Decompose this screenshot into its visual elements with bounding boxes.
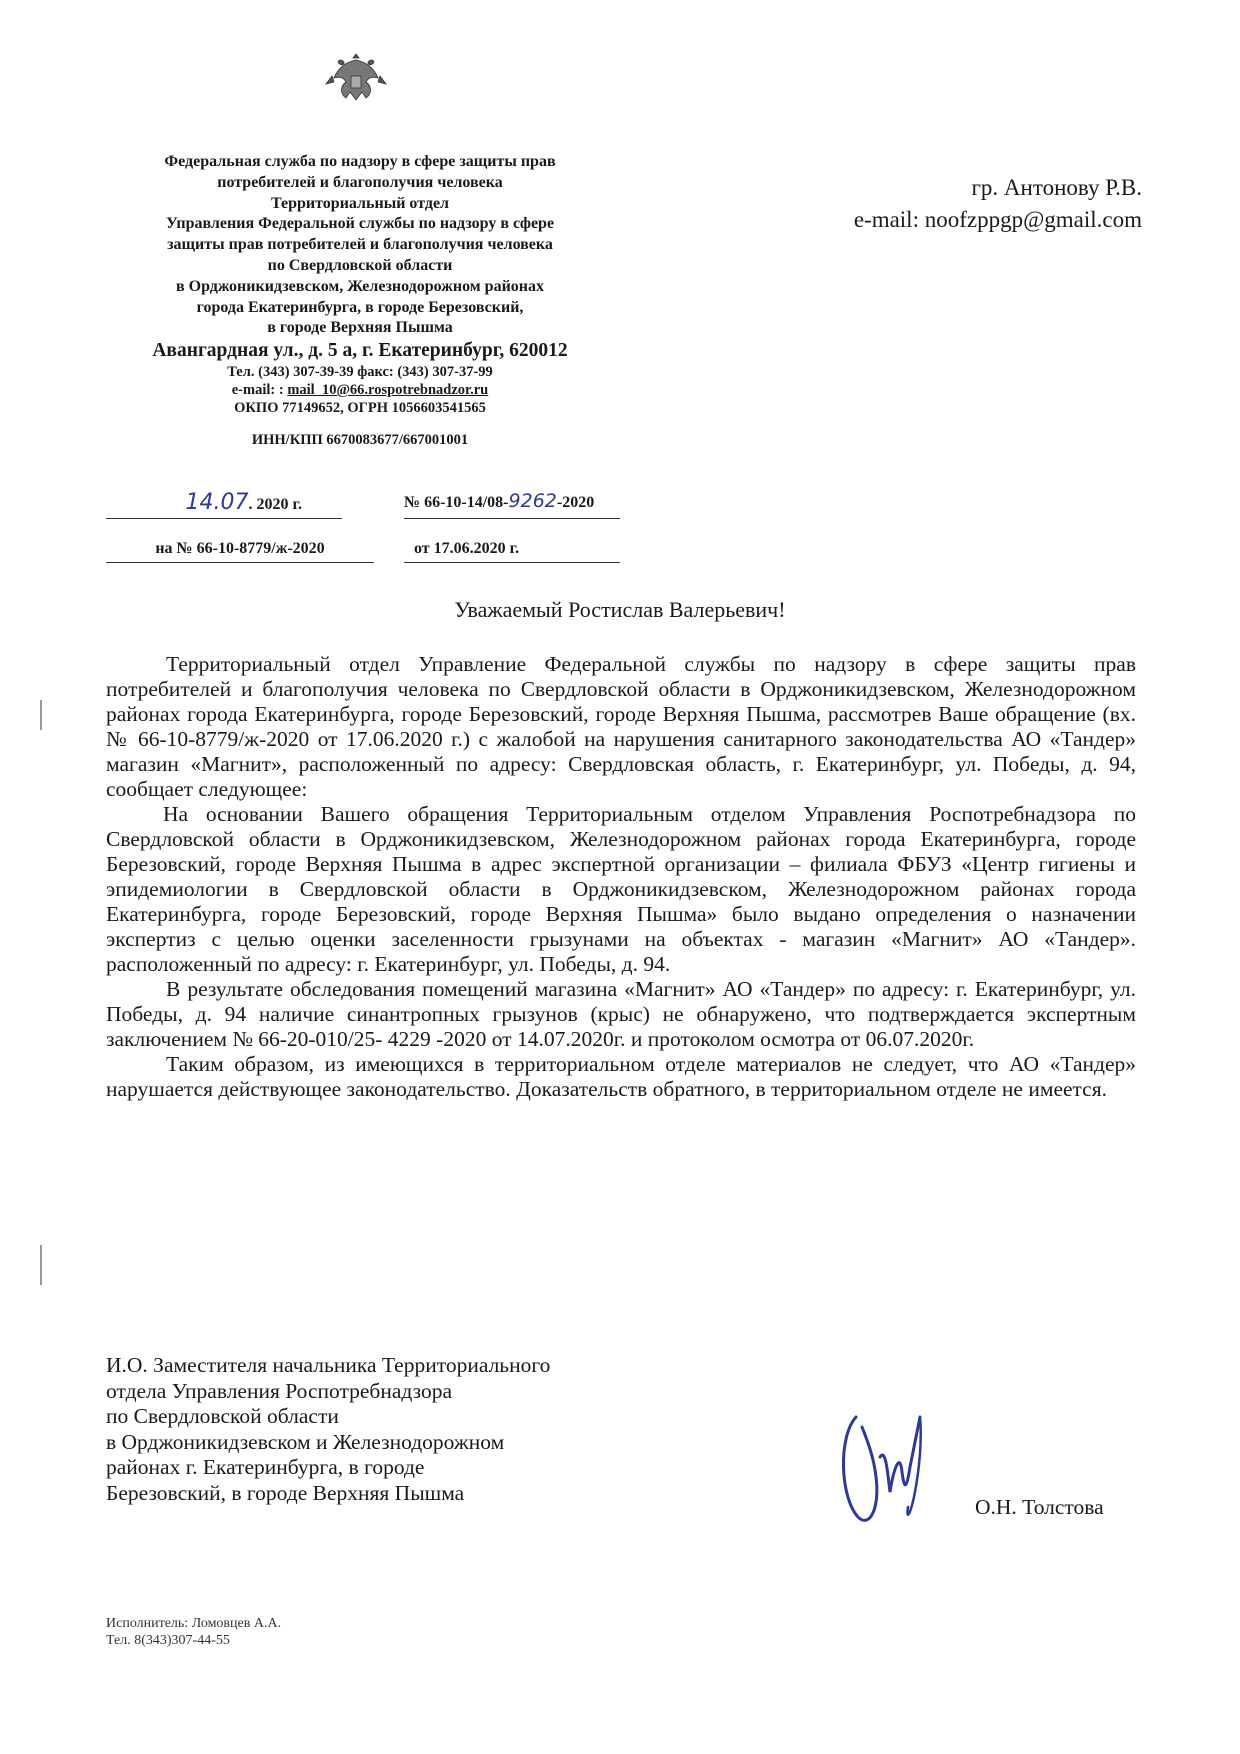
signatory-line: районах г. Екатеринбурга, в городе (106, 1455, 425, 1479)
header-line: Федеральная служба по надзору в сфере защиты прав (164, 153, 556, 170)
executor-phone: Тел. 8(343)307-44-55 (106, 1633, 230, 1648)
signatory-line: отдела Управления Роспотребнадзора (106, 1378, 453, 1403)
organization-email (105, 381, 615, 399)
organization-header (105, 152, 615, 449)
handwritten-signature (836, 1397, 946, 1542)
reference-date-field (404, 540, 620, 563)
executor-info (106, 1615, 281, 1649)
paragraph: Территориальный отдел Управление Федеральной службы по надзору в сфере защиты прав потребителей и благополучия человека по Свердловской области в Орджоникидзевском, Железнодорожном районах города Екатеринбурга, городе Березовский, городе Верхняя Пышма, рассмотрев Ваше обращение (вх. № 66-10-8779/ж-2020 от 17.06.2020 г.) с жалобой на нарушения санитарного законодательства АО «Тандер» магазин «Магнит», расположенный по адресу: Свердловская область, г. Екатеринбург, ул. Победы, д. 94, сообщает следующее: (106, 652, 1136, 801)
recipient-block (854, 172, 1142, 236)
organization-phone: Тел. (343) 307-39-39 факс: (343) 307-37-99 (227, 364, 493, 381)
header-line: Управления Федеральной службы по надзору в сфере (165, 215, 555, 233)
header-line: в городе Верхняя Пышма (267, 319, 453, 337)
header-line: потребителей и благополучия человека (217, 173, 503, 191)
outgoing-date-field (106, 490, 342, 519)
signatory-line: Березовский, в городе Верхняя Пышма (106, 1480, 465, 1505)
header-line: защиты прав потребителей и благополучия человека (167, 236, 553, 254)
letter-body (106, 652, 1136, 1102)
coat-of-arms-icon (322, 48, 390, 110)
reference-date: от 17.06.2020 г. (414, 540, 520, 557)
paragraph: На основании Вашего обращения Территориальным отделом Управления Роспотребнадзора по Свердловской области в Орджоникидзевском, Железнодорожном районах города Екатеринбурга, городе Березовский, городе Верхняя Пышма в адрес экспертной организации – филиала ФБУЗ «Центр гигиены и эпидемиологии в Свердловской области в Орджоникидзевском, Железнодорожном районах города Екатеринбурга, городе Березовский, городе Верхняя Пышма» было выдано определения о назначении экспертиз с целью оценки заселенности грызунами на объектах - магазин «Магнит» АО «Тандер». расположенный по адресу: г. Екатеринбург, ул. Победы, д. 94. (106, 802, 1136, 976)
paragraph: Таким образом, из имеющихся в территориальном отделе материалов не следует, что АО «Тандер» нарушается действующее законодательство. Доказательств обратного, в территориальном отделе не имеется. (106, 1052, 1136, 1101)
signatory-line: И.О. Заместителя начальника Территориального (106, 1353, 551, 1377)
number-suffix: -2020 (556, 494, 595, 511)
scan-mark (40, 1245, 42, 1285)
scan-mark (40, 700, 42, 730)
signatory-line: в Орджоникидзевском и Железнодорожном (106, 1429, 505, 1454)
header-line: по Свердловской области (267, 256, 453, 274)
email-prefix: e-mail: : (231, 382, 288, 399)
outgoing-number-field (404, 490, 620, 519)
organization-inn: ИНН/КПП 6670083677/667001001 (251, 432, 469, 449)
date-suffix: . 2020 г. (248, 496, 302, 513)
recipient-name: гр. Антонову Р.В. (971, 175, 1142, 200)
handwritten-number: 9262 (508, 490, 557, 512)
organization-address: Авангардная ул., д. 5 а, г. Екатеринбург, 620012 (152, 340, 568, 362)
email-link[interactable]: mail_10@66.rospotrebnadzor.ru (287, 382, 489, 399)
reference-number: на № 66-10-8779/ж-2020 (155, 540, 325, 557)
organization-okpo: ОКПО 77149652, ОГРН 1056603541565 (234, 400, 486, 417)
number-prefix: № 66-10-14/08- (404, 494, 509, 511)
signer-name: О.Н. Толстова (975, 1495, 1104, 1519)
executor-name: Исполнитель: Ломовцев А.А. (106, 1616, 282, 1631)
paragraph: В результате обследования помещений магазина «Магнит» АО «Тандер» по адресу: г. Екатеринбург, ул. Победы, д. 94 наличие синантропных грызунов (крыс) не обнаружено, что подтверждается экспертным заключением № 66-20-010/25- 4229 -2020 от 14.07.2020г. и протоколом осмотра от 06.07.2020г. (106, 977, 1136, 1051)
recipient-email: e-mail: noofzppgp@gmail.com (853, 207, 1142, 232)
reference-number-field (106, 540, 374, 563)
handwritten-date: 14.07 (185, 490, 249, 515)
header-line: города Екатеринбурга, в городе Березовский, (196, 298, 524, 316)
salutation: Уважаемый Ростислав Валерьевич! (454, 597, 786, 622)
header-line: Территориальный отдел (270, 194, 450, 212)
signatory-line: по Свердловской области (106, 1404, 339, 1428)
header-line: в Орджоникидзевском, Железнодорожном районах (175, 277, 545, 295)
signatory-title (106, 1353, 550, 1506)
